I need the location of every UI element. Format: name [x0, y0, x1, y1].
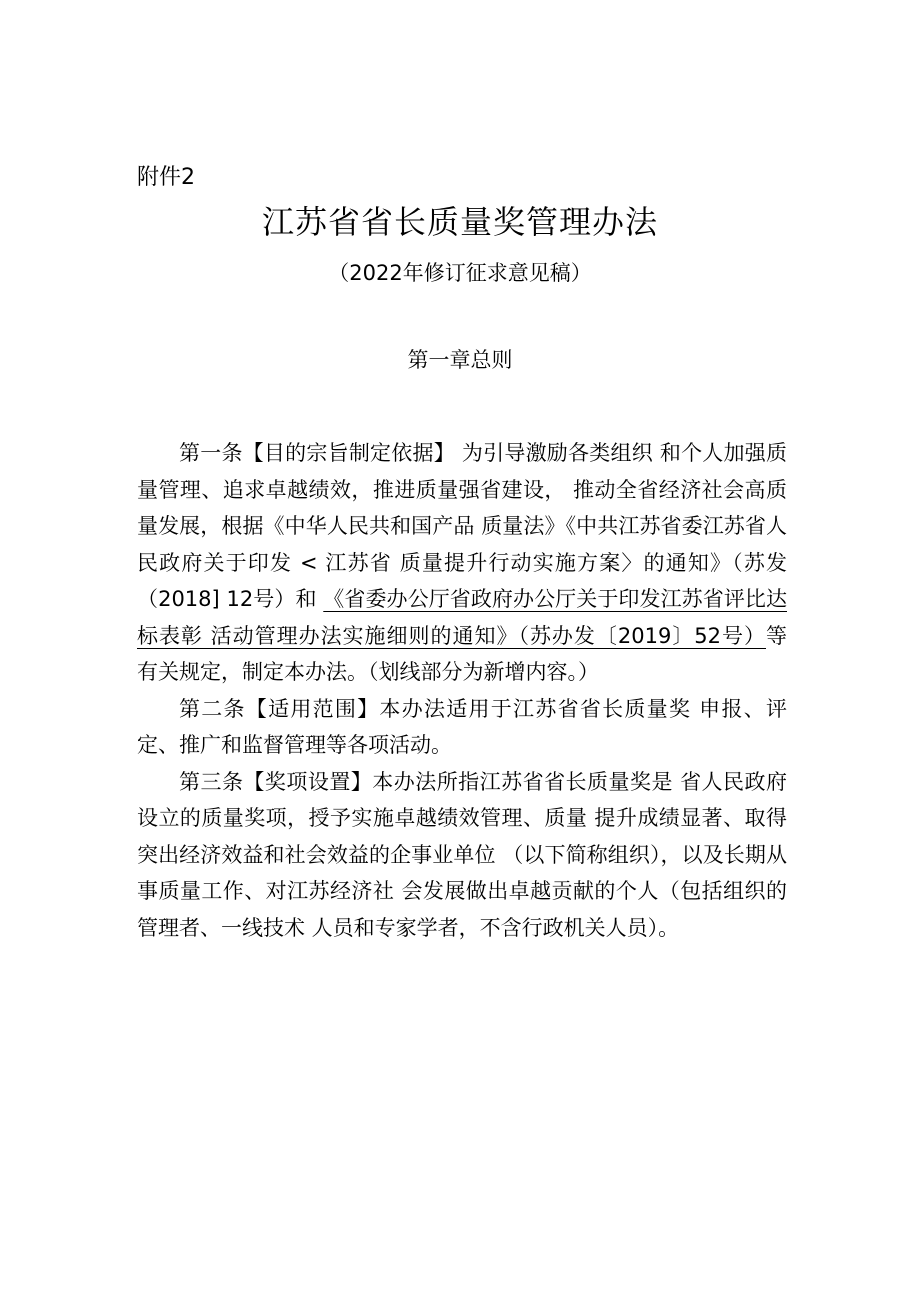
chapter-heading: 第一章总则 [407, 348, 513, 372]
article-3-paragraph: 第三条【奖项设置】本办法所指江苏省省长质量奖是 省人民政府设立的质量奖项，授予实施卓越绩效管理、质量 提升成绩显著、取得突出经济效益和社会效益的企事业单位 （以下简称组织），以及长期从事质量工作、对江苏经济社 会发展做出卓越贡献的个人（包括组织的管理者、一线技术 人员和专家学者，不含行政机关人员）。 [137, 769, 787, 940]
article-2-paragraph: 第二条【适用范围】本办法适用于江苏省省长质量奖 申报、评定、推广和监督管理等各项活动。 [137, 696, 787, 757]
attachment-label: 附件2 [137, 165, 195, 190]
document-subtitle: （2022年修订征求意见稿） [328, 261, 592, 285]
article-1-underlined-text: 《省委办公厅省政府办公厅关于印发江苏省评比达标表彰 活动管理办法实施细则的通知》（苏办发〔2019〕52号） [137, 587, 787, 648]
article-1-paragraph [137, 435, 787, 691]
document-title: 江苏省省长质量奖管理办法 [261, 203, 658, 241]
article-1-text-part2: 等 有关规定，制定本办法。（划线部分为新增内容。） [137, 623, 787, 684]
document-body [137, 435, 787, 946]
article-1-text-part1: 第一条【目的宗旨制定依据】 为引导激励各类组织 和个人加强质量管理、追求卓越绩效，推进质量强省建设， 推动全省经济社会高质量发展，根据《中华人民共和国产品 质量法》《中共江苏省委江苏省人民政府关于印发 < 江苏省 质量提升行动实施方案〉的通知》（苏发（2018] 12号）和 [137, 441, 787, 611]
